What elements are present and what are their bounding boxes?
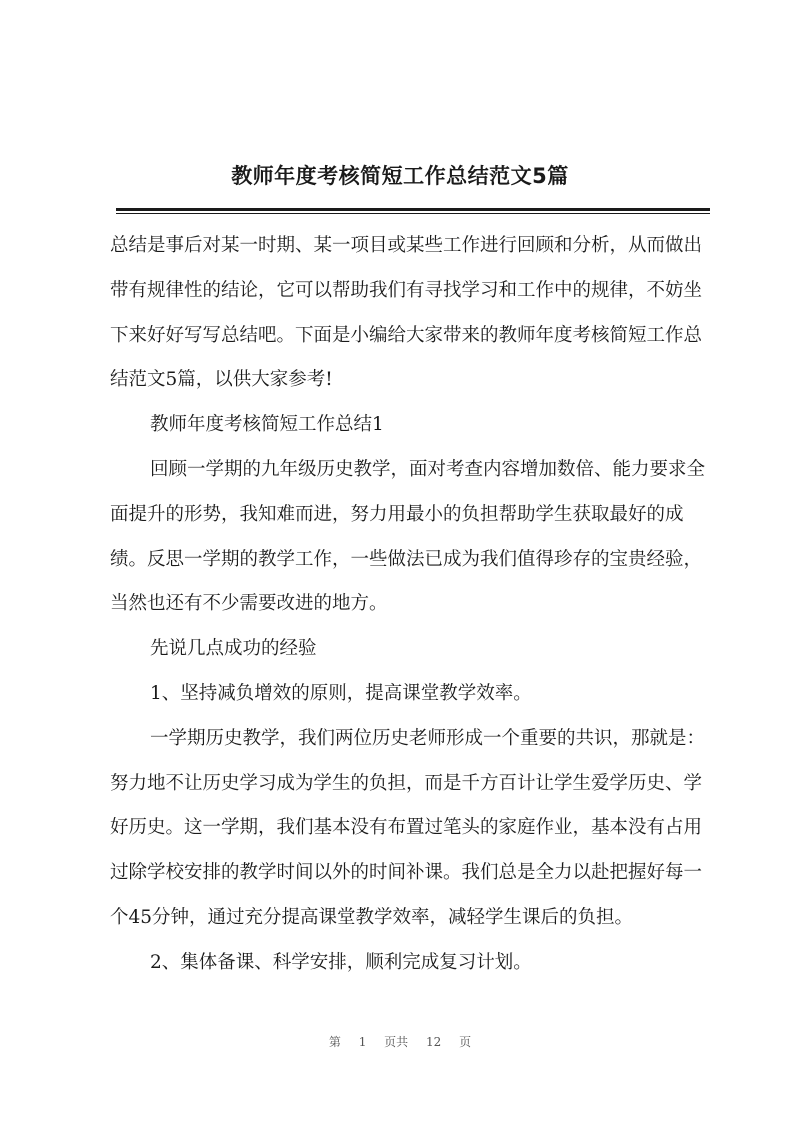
title-rule-thick [116,208,710,211]
footer-current-page: 1 [358,1035,367,1049]
footer-total-pages: 12 [426,1035,442,1049]
paragraph: 先说几点成功的经验 [150,638,317,660]
document-body [110,224,710,986]
page-footer [0,1033,800,1050]
footer-suffix: 页 [459,1035,472,1049]
paragraph: 回顾一学期的九年级历史教学，面对考查内容增加数倍、能力要求全面提升的形势，我知难而进，努力用最小的负担帮助学生获取最好的成绩。反思一学期的教学工作，一些做法已成为我们值得珍存的宝贵经验，当然也还有不少需要改进的地方。 [110,458,706,615]
section-heading: 教师年度考核简短工作总结1 [150,414,384,436]
paragraph: 一学期历史教学，我们两位历史老师形成一个重要的共识，那就是：努力地不让历史学习成为学生的负担，而是千方百计让学生爱学历史、学好历史。这一学期，我们基本没有布置过笔头的家庭作业，基本没有占用过除学校安排的教学时间以外的时间补课。我们总是全力以赴把握好每一个45分钟，通过充分提高课堂教学效率，减轻学生课后的负担。 [110,727,706,928]
title-rule-thin [116,213,710,214]
document-title: 教师年度考核简短工作总结范文5篇 [231,164,569,188]
paragraph-intro: 总结是事后对某一时期、某一项目或某些工作进行回顾和分析，从而做出带有规律性的结论，它可以帮助我们有寻找学习和工作中的规律，不妨坐下来好好写写总结吧。下面是小编给大家带来的教师年度考核简短工作总结范文5篇，以供大家参考! [110,235,703,391]
list-item-heading: 1、坚持减负增效的原则，提高课堂教学效率。 [150,682,532,704]
footer-mid: 页共 [384,1035,409,1049]
list-item-heading: 2、集体备课、科学安排，顺利完成复习计划。 [150,951,532,973]
footer-prefix: 第 [328,1035,341,1049]
